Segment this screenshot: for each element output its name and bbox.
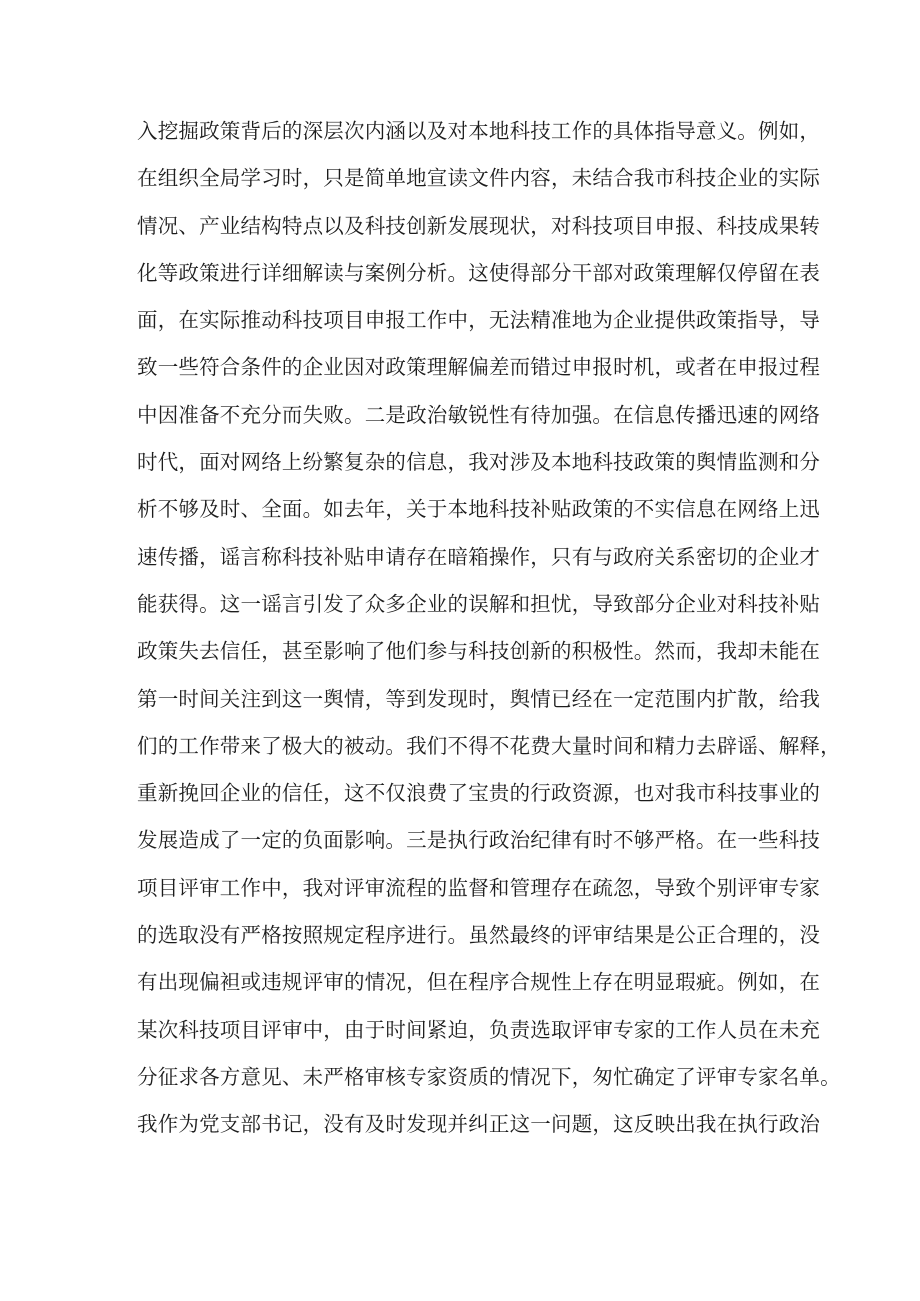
text-line: 第一时间关注到这一舆情，等到发现时，舆情已经在一定范围内扩散，给我 — [137, 686, 821, 711]
text-line: 入挖掘政策背后的深层次内涵以及对本地科技工作的具体指导意义。例如， — [137, 119, 821, 143]
text-line: 我作为党支部书记，没有及时发现并纠正这一问题，这反映出我在执行政治 — [137, 1112, 821, 1137]
text-line: 的选取没有严格按照规定程序进行。虽然最终的评审结果是公正合理的，没 — [137, 923, 821, 948]
text-line: 重新挽回企业的信任，这不仅浪费了宝贵的行政资源，也对我市科技事业的 — [137, 781, 821, 806]
text-line: 有出现偏袒或违规评审的情况，但在程序合规性上存在明显瑕疵。例如，在 — [137, 970, 821, 995]
body-text — [137, 108, 841, 1149]
text-line: 速传播，谣言称科技补贴申请存在暗箱操作，只有与政府关系密切的企业才 — [137, 544, 821, 569]
text-line: 致一些符合条件的企业因对政策理解偏差而错过申报时机，或者在申报过程 — [137, 355, 821, 380]
text-line: 中因准备不充分而失败。二是政治敏锐性有待加强。在信息传播迅速的网络 — [137, 402, 821, 427]
text-line: 分征求各方意见、未严格审核专家资质的情况下，匆忙确定了评审专家名单。 — [137, 1064, 841, 1089]
text-line: 项目评审工作中，我对评审流程的监督和管理存在疏忽，导致个别评审专家 — [137, 875, 821, 900]
text-line: 政策失去信任，甚至影响了他们参与科技创新的积极性。然而，我却未能在 — [137, 639, 821, 664]
text-line: 时代，面对网络上纷繁复杂的信息，我对涉及本地科技政策的舆情监测和分 — [137, 450, 821, 475]
text-line: 面，在实际推动科技项目申报工作中，无法精准地为企业提供政策指导，导 — [137, 308, 821, 333]
text-line: 们的工作带来了极大的被动。我们不得不花费大量时间和精力去辟谣、解释， — [137, 733, 841, 758]
text-line: 能获得。这一谣言引发了众多企业的误解和担忧，导致部分企业对科技补贴 — [137, 591, 821, 616]
text-line: 情况、产业结构特点以及科技创新发展现状，对科技项目申报、科技成果转 — [137, 213, 821, 238]
text-line: 析不够及时、全面。如去年，关于本地科技补贴政策的不实信息在网络上迅 — [137, 497, 821, 522]
text-line: 某次科技项目评审中，由于时间紧迫，负责选取评审专家的工作人员在未充 — [137, 1017, 821, 1042]
text-line: 化等政策进行详细解读与案例分析。这使得部分干部对政策理解仅停留在表 — [137, 260, 821, 285]
text-line: 发展造成了一定的负面影响。三是执行政治纪律有时不够严格。在一些科技 — [137, 828, 821, 853]
text-line: 在组织全局学习时，只是简单地宣读文件内容，未结合我市科技企业的实际 — [137, 166, 821, 191]
